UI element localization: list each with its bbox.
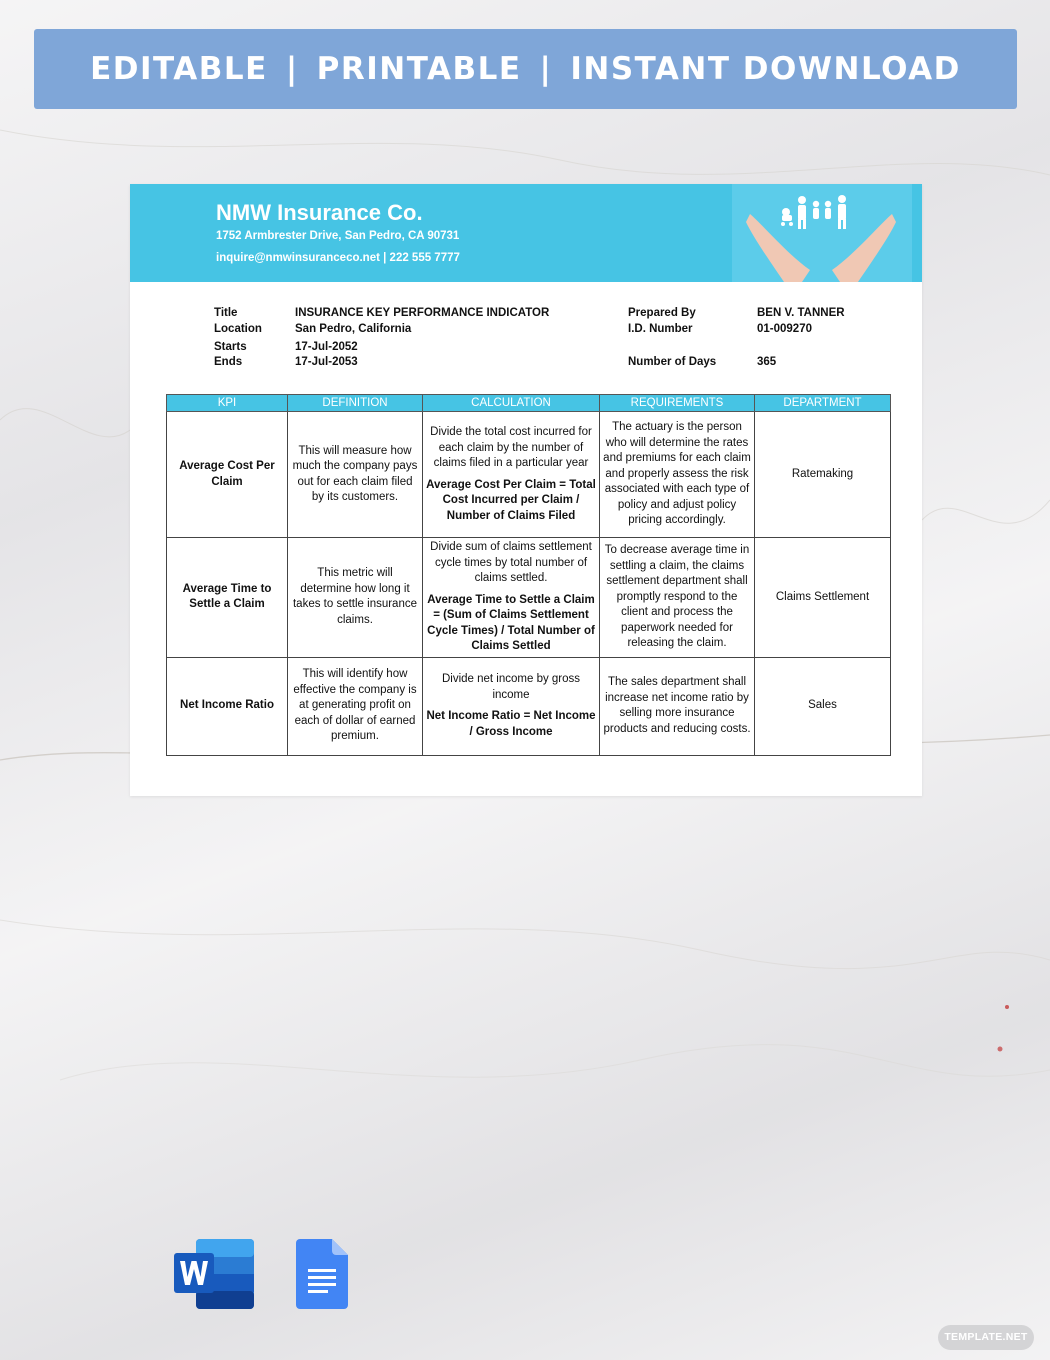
meta-title-label: Title [214,307,238,319]
requirements-cell: The actuary is the person who will determine the rates and premiums for each claim and properly assess the risk associated with each type of policy and adjust policy pricing accordingly. [600,412,755,538]
table-row [167,412,891,538]
definition-cell: This will identify how effective the company is at generating profit on each of dollar of earned premium. [288,657,423,755]
meta-id-label: I.D. Number [628,323,693,335]
google-docs-icon[interactable] [296,1239,348,1309]
meta-starts-value: 17-Jul-2052 [295,341,358,353]
document-preview [130,184,922,796]
banner-separator: | [285,51,299,87]
calculation-text: Divide sum of claims settlement cycle times by total number of claims settled. [430,541,592,584]
table-header-row [167,395,891,412]
template-net-watermark: TEMPLATE.NET [938,1325,1034,1350]
meta-days-value: 365 [757,356,777,368]
kpi-cell: Net Income Ratio [167,657,288,755]
department-cell: Ratemaking [755,412,891,538]
kpi-cell: Average Time to Settle a Claim [167,538,288,658]
meta-ends-value: 17-Jul-2053 [295,356,358,368]
meta-starts-label: Starts [214,341,247,353]
company-name: NMW Insurance Co. [216,200,423,225]
header-definition: DEFINITION [288,395,423,412]
company-address: 1752 Armbrester Drive, San Pedro, CA 90731 [216,230,460,242]
word-icon[interactable] [174,1239,254,1309]
calculation-text: Divide net income by gross income [441,673,581,701]
calculation-cell [423,657,600,755]
header-department: DEPARTMENT [755,395,891,412]
requirements-cell: To decrease average time in settling a claim, the claims settlement department shall promptly respond to the client and process the paperwork needed for releasing the claim. [600,538,755,658]
meta-prepared-label: Prepared By [628,307,696,319]
header-requirements: REQUIREMENTS [600,395,755,412]
kpi-table [166,394,891,756]
meta-days-label: Number of Days [628,356,717,368]
banner-printable: PRINTABLE [316,51,522,87]
document-header [130,184,922,282]
kpi-cell: Average Cost Per Claim [167,412,288,538]
company-contact: inquire@nmwinsuranceco.net | 222 555 7777 [216,252,460,264]
header-calculation: CALCULATION [423,395,600,412]
calculation-cell [423,538,600,658]
meta-ends-label: Ends [214,356,243,368]
table-row [167,657,891,755]
meta-title-value: INSURANCE KEY PERFORMANCE INDICATOR [295,307,550,319]
calculation-formula: Net Income Ratio = Net Income / Gross Income [426,710,596,738]
department-cell: Sales [755,657,891,755]
family-hands-icon [732,184,912,282]
department-cell: Claims Settlement [755,538,891,658]
header-kpi: KPI [167,395,288,412]
calculation-text: Divide the total cost incurred for each claim by the number of claims filed in a particular year [430,426,592,469]
meta-location-label: Location [214,323,262,335]
meta-id-value: 01-009270 [757,323,812,335]
calculation-formula: Average Time to Settle a Claim = (Sum of Claims Settlement Cycle Times) / Total Number of Claims Settled [427,593,595,652]
definition-cell: This will measure how much the company pays out for each claim filed by its customers. [288,412,423,538]
calculation-formula: Average Cost Per Claim = Total Cost Incurred per Claim / Number of Claims Filed [426,478,596,522]
definition-cell: This metric will determine how long it takes to settle insurance claims. [288,538,423,658]
feature-banner [34,29,1017,109]
table-row [167,538,891,658]
banner-instant-download: INSTANT DOWNLOAD [570,51,961,87]
calculation-cell [423,412,600,538]
banner-separator: | [539,51,553,87]
requirements-cell: The sales department shall increase net income ratio by selling more insurance products and reducing costs. [600,657,755,755]
banner-editable: EDITABLE [90,51,268,87]
meta-prepared-value: BEN V. TANNER [757,307,845,319]
meta-location-value: San Pedro, California [295,323,412,335]
